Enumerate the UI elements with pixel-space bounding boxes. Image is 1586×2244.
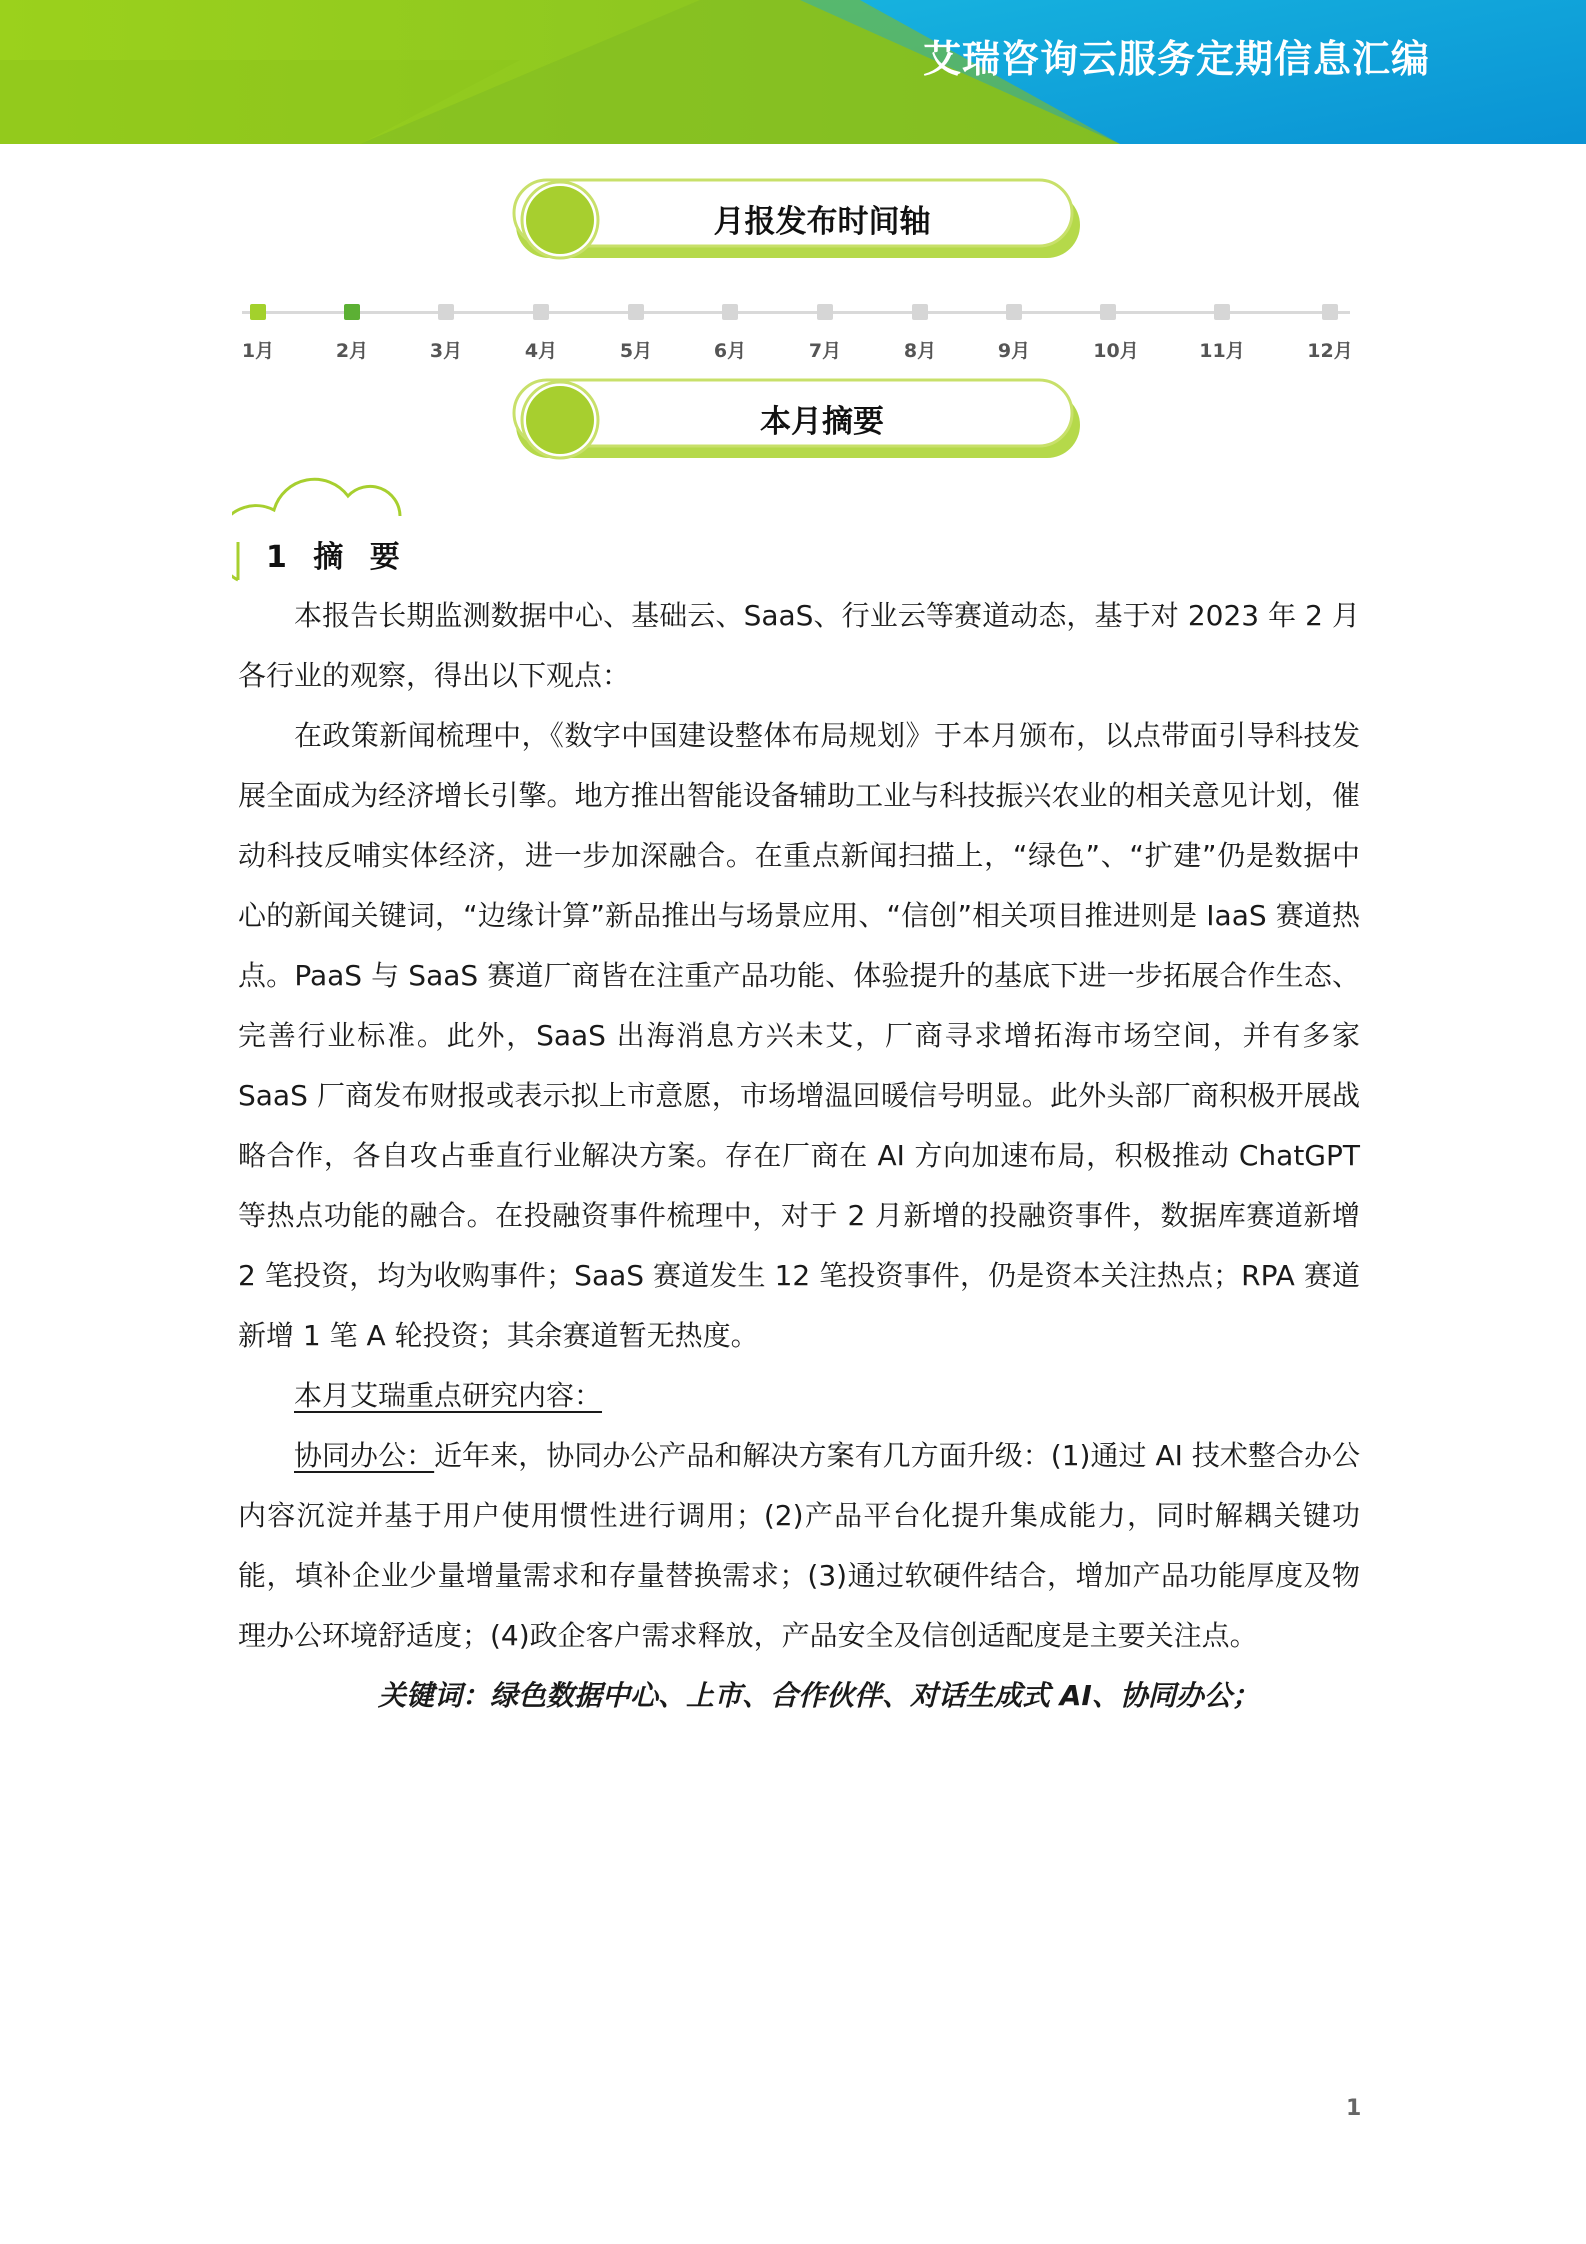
main-paragraph: 在政策新闻梳理中，《数字中国建设整体布局规划》于本月颁布，以点带面引导科技发展全面成为经济增长引擎。地方推出智能设备辅助工业与科技振兴农业的相关意见计划，催动科技反哺实体经济，进一步加深融合。在重点新闻扫描上，“绿色”、“扩建”仍是数据中心的新闻关键词，“边缘计算”新品推出与场景应用、“信创”相关项目推进则是 IaaS 赛道热点。PaaS 与 SaaS 赛道厂商皆在注重产品功能、体验提升的基底下进一步拓展合作生态、完善行业标准。此外，SaaS 出海消息方兴未艾，厂商寻求增拓海市场空间，并有多家 SaaS 厂商发布财报或表示拟上市意愿，市场增温回暖信号明显。此外头部厂商积极开展战略合作，各自攻占垂直行业解决方案。存在厂商在 AI 方向加速布局，积极推动 ChatGPT 等热点功能的融合。在投融资事件梳理中，对于 2 月新增的投融资事件，数据库赛道新增 2 笔投资，均为收购事件；SaaS 赛道发生 12 笔投资事件，仍是资本关注热点；RPA 赛道新增 1 笔 A 轮投资；其余赛道暂无热度。 [238, 719, 1360, 1352]
collab-text: 近年来，协同办公产品和解决方案有几方面升级：(1)通过 AI 技术整合办公内容沉淀并基于用户使用惯性进行调用；(2)产品平台化提升集成能力，同时解耦关键功能，填补企业少量增量需求和存量替换需求；(3)通过软硬件结合，增加产品功能厚度及物理办公环境舒适度；(4)政企客户需求释放，产品安全及信创适配度是主要关注点。 [238, 1439, 1360, 1652]
collab-paragraph [238, 1426, 1360, 1666]
summary-section-header [508, 376, 1088, 466]
timeline-dot-jul [817, 304, 833, 320]
timeline-dot-dec [1322, 304, 1338, 320]
timeline-label: 3月 [429, 340, 463, 362]
timeline-label: 5月 [619, 340, 653, 362]
timeline-dot-nov [1214, 304, 1230, 320]
intro-paragraph: 本报告长期监测数据中心、基础云、SaaS、行业云等赛道动态，基于对 2023 年 2 月各行业的观察，得出以下观点： [238, 599, 1360, 692]
timeline-label: 1月 [241, 340, 275, 362]
page-number: 1 [1346, 2096, 1362, 2121]
keywords-line: 关键词：绿色数据中心、上市、合作伙伴、对话生成式 AI、协同办公； [378, 1679, 1260, 1712]
section-name: 摘 要 [313, 540, 408, 575]
section-number: 1 [266, 540, 295, 575]
timeline-label: 10月 [1093, 340, 1139, 362]
timeline-label: 8月 [903, 340, 937, 362]
timeline-dot-apr [533, 304, 549, 320]
section-heading [232, 462, 412, 582]
timeline-dot-mar [438, 304, 454, 320]
timeline-dot-jun [722, 304, 738, 320]
timeline-label: 12月 [1307, 340, 1353, 362]
timeline-dot-oct [1100, 304, 1116, 320]
collab-label: 协同办公： [294, 1439, 435, 1472]
section-title [266, 532, 408, 576]
timeline-label: 11月 [1199, 340, 1245, 362]
header-banner [0, 0, 1586, 144]
timeline-dot-sep [1006, 304, 1022, 320]
timeline-track [242, 311, 1350, 314]
timeline-dot-aug [912, 304, 928, 320]
timeline-label: 2月 [335, 340, 369, 362]
timeline-label: 4月 [524, 340, 558, 362]
timeline-label: 6月 [713, 340, 747, 362]
summary-section-title: 本月摘要 [760, 403, 884, 440]
research-heading-text: 本月艾瑞重点研究内容： [294, 1379, 603, 1412]
timeline-section-header [508, 176, 1088, 266]
timeline-label: 9月 [997, 340, 1031, 362]
publication-timeline [230, 296, 1356, 376]
summary-body [238, 586, 1360, 1726]
report-series-title: 艾瑞咨询云服务定期信息汇编 [922, 37, 1430, 81]
timeline-dot-may [628, 304, 644, 320]
timeline-section-title: 月报发布时间轴 [713, 203, 931, 240]
research-heading [238, 1366, 1360, 1426]
timeline-dot-feb [344, 304, 360, 320]
timeline-label: 7月 [808, 340, 842, 362]
timeline-dot-jan [250, 304, 266, 320]
